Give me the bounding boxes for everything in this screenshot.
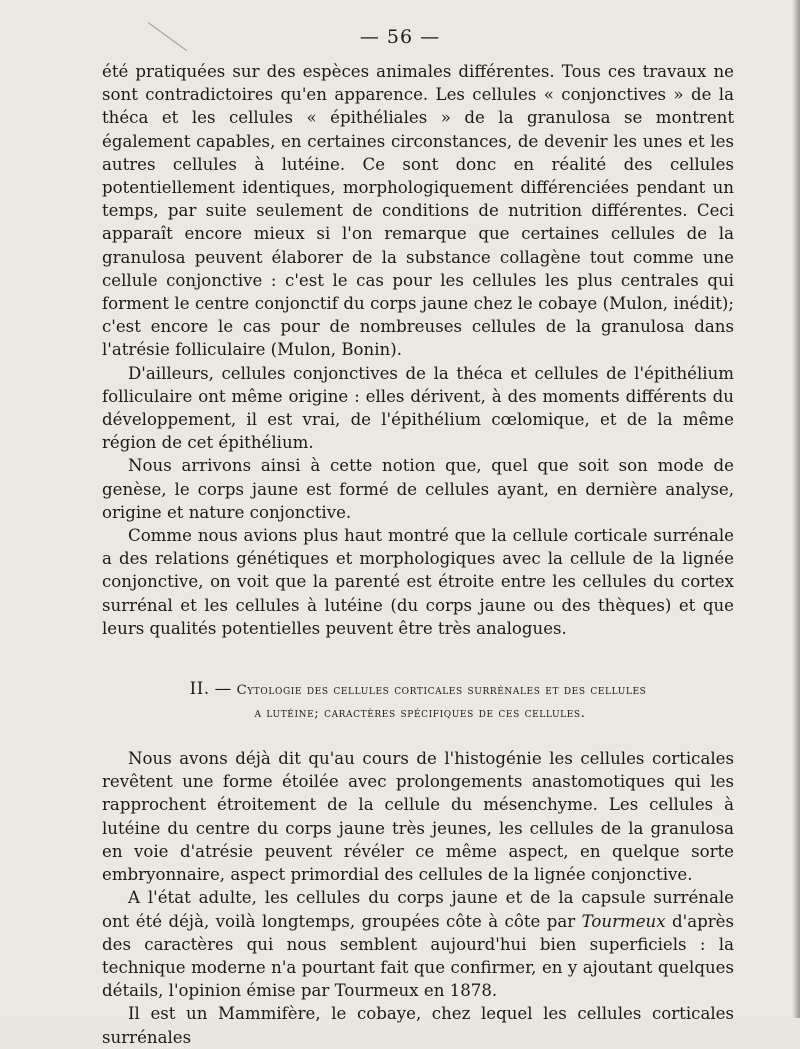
paragraph-continuation: été pratiquées sur des espèces animales différentes. Tous ces travaux ne sont contradictoires qu'en apparence. Les cellules « conjonctives » de la théca et les cellules « épithéliales » de la granulosa se montrent également capables, en certaines circonstances, de devenir les unes et les autres cellules à lutéine. Ce sont donc en réalité des cellules potentiellement identiques, morphologiquement différenciées pendant un temps, par suite seulement de conditions de nutrition différentes. Ceci apparaît encore mieux si l'on remarque que certaines cellules de la granulosa peuvent élaborer de la substance collagène tout comme une cellule conjonctive : c'est le cas pour les cellules les plus centrales qui forment le centre conjonctif du corps jaune chez le cobaye (Mulon, inédit); c'est encore le cas pour de nombreuses cellules de la granulosa dans l'atrésie folliculaire (Mulon, Bonin). [102,62,734,360]
section-dash: — [214,679,232,699]
paragraph: Il est un Mammifère, le cobaye, chez lequel les cellules corticales surrénales [102,1004,734,1047]
paragraph: Nous arrivons ainsi à cette notion que, quel que soit son mode de genèse, le corps jaune est formé de cellules ayant, en dernière analyse, origine et nature conjonctive. [102,456,734,522]
paragraph-text: d'après des caractères qui nous semblent aujourd'hui bien superficiels : la technique moderne n'a pourtant fait que confirmer, en y ajoutant quelques détails, l'opinion émise par Tourmeux en 1878. [102,911,734,1001]
page-number: — 56 — [359,26,441,48]
section-title-line1: Cytologie des cellules corticales surrénales et des cellules [236,683,647,699]
paragraph [102,886,734,1002]
paragraph: D'ailleurs, cellules conjonctives de la théca et cellules de l'épithélium folliculaire ont même origine : elles dérivent, à des moments différents du développement, il est vrai, de l'épithélium cœlomique, et de la même région de cet épithélium. [102,363,734,453]
section-title-line2: a lutéine; caractères spécifiques de ces cellules. [254,706,586,722]
page-edge-shadow [792,0,800,1018]
page-body [102,60,734,1049]
paragraph: Comme nous avions plus haut montré que la cellule corticale surrénale a des relations génétiques et morphologiques avec la cellule de la lignée conjonctive, on voit que la parenté est étroite entre les cellules du cortex surrénal et les cellules à lutéine (du corps jaune ou des thèques) et que leurs qualités potentielles peuvent être très analogues. [102,526,734,638]
section-heading [102,677,734,725]
paragraph-text: A l'état adulte, les cellules du corps jaune et de la capsule surrénale ont été déjà, voilà longtemps, groupées côte à côte par [102,888,734,931]
author-name: Tourmeux [581,911,666,931]
paragraph: Nous avons déjà dit qu'au cours de l'histogénie les cellules corticales revêtent une forme étoilée avec prolongements anastomotiques qui les rapprochent étroitement de la cellule du mésenchyme. Les cellules à lutéine du centre du corps jaune très jeunes, les cellules de la granulosa en voie d'atrésie peuvent révéler ce même aspect, en quelque sorte embryonnaire, aspect primordial des cellules de la lignée conjonctive. [102,749,734,885]
section-number: II. [189,679,210,699]
